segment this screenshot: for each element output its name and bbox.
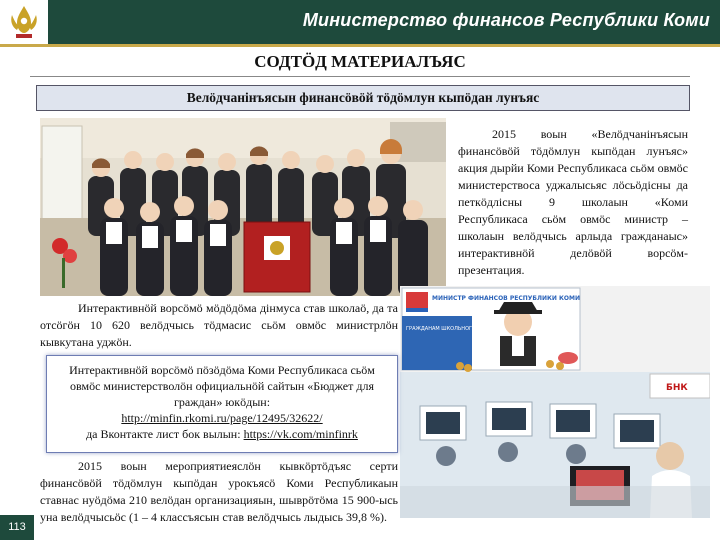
poster-subtitle: ГРАЖДАНАМ ШКОЛЬНОГО ВОЗРАСТА	[406, 326, 505, 332]
right-description-text: 2015 воын «Велӧдчанінъясын финансӧвӧй тӧдӧмлун кыпӧдан лунъяс» акция дырйи Коми Республикаса сьӧм овмӧс министерствоса уджалысьяс лӧсьӧдісны да петкӧдлісны 9 школаын «Коми Республикаса сьӧм овмӧс министр – школаын велӧдчысь арлыда гражданаыс» интерактивнӧй делӧвӧй ворсӧм-презентация.	[458, 127, 688, 277]
minfin-budget-link[interactable]: http://minfin.rkomi.ru/page/12495/32622/	[121, 411, 323, 425]
info-box	[46, 355, 398, 453]
photo-caption-text: Интерактивнӧй ворсӧмӧ мӧдӧдӧма дінмуса став школаӧ, да та отсӧгӧн 10 620 велӧдчысь тӧдмасис сьӧм овмӧс министрлӧн кывкутана уджӧн.	[40, 301, 398, 349]
header-accent-line	[0, 44, 720, 47]
page-number: 113	[0, 515, 34, 540]
page-header-title: Министерство финансов Республики Коми	[302, 10, 710, 30]
title-divider	[30, 76, 690, 77]
section-title: СОДТӦД МАТЕРИАЛЪЯС	[254, 52, 466, 71]
komi-emblem-logo	[4, 3, 44, 41]
summary-text: 2015 воын мероприятиеяслӧн кывкӧртӧдъяс серти финансӧвӧй тӧдӧмлун кыпӧдан урокъясӧ Коми Республикаын ставнас нуӧдӧма 210 велӧдан организацияын, шыврӧтӧма 15 900-ысь уна велӧдчысьӧс (1 – 4 классъясын став велӧдчысь лыдысь 39,8 %).	[40, 459, 398, 524]
subtitle-banner: Велӧдчанінъясын финансӧвӧй тӧдӧмлун кыпӧдан лунъяс	[36, 85, 690, 111]
info-box-vk-text: да Вконтакте лист бок вылын:	[86, 427, 241, 441]
bnk-badge-text: БНК	[666, 383, 688, 393]
classroom-photo	[40, 118, 446, 296]
vk-minfin-link[interactable]: https://vk.com/minfinrk	[243, 427, 358, 441]
kids-presentation-image	[400, 286, 710, 518]
kids-presentation-photo	[400, 286, 710, 518]
logo-box	[0, 0, 48, 44]
info-box-text: Интерактивнӧй ворсӧмӧ пӧзӧдӧма Коми Республикаса сьӧм овмӧс министерстволӧн официальнӧй сайтын «Бюджет для граждан» юкӧдын:	[69, 363, 375, 409]
classroom-photo-image	[40, 118, 446, 296]
poster-title: МИНИСТР ФИНАНСОВ РЕСПУБЛИКИ КОМИ	[432, 295, 580, 302]
